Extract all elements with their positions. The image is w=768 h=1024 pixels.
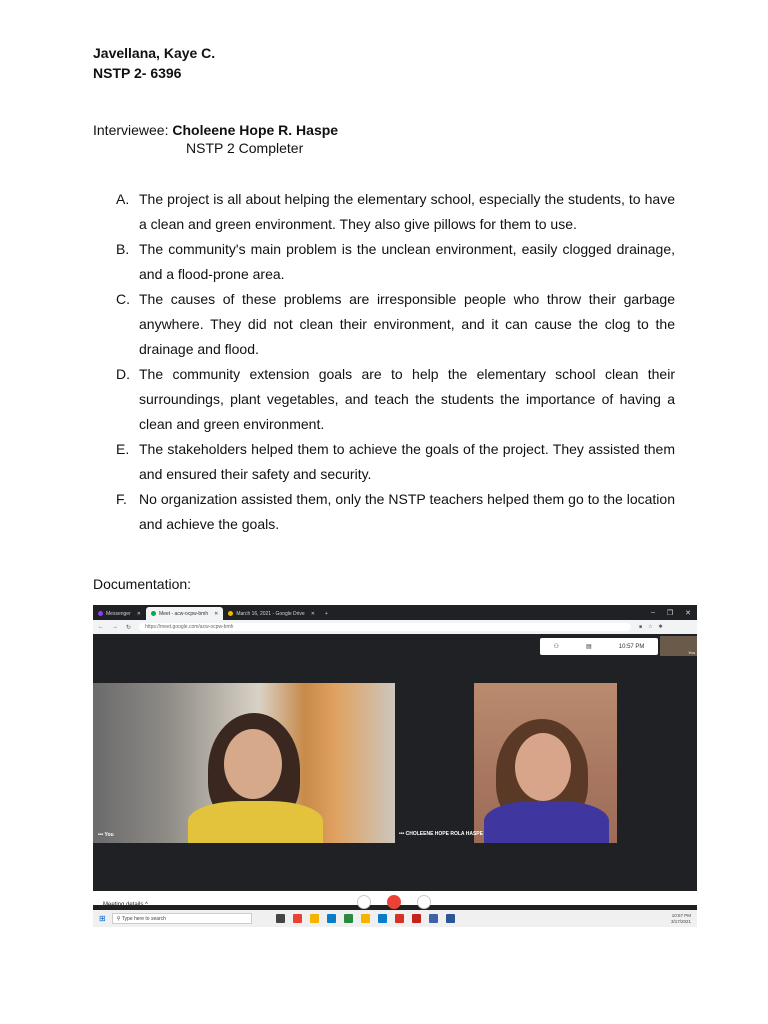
drive-icon <box>228 611 233 616</box>
interviewee-role: NSTP 2 Completer <box>186 140 304 156</box>
author-name: Javellana, Kaye C. <box>93 45 216 61</box>
windows-taskbar <box>93 910 697 927</box>
system-tray <box>671 913 691 925</box>
camera-toggle-icon <box>417 895 431 909</box>
taskbar-app-icon <box>378 914 387 923</box>
list-item: F. No organization assisted them, only the NSTP teachers helped them go to the location and achieve the goals. <box>116 491 675 532</box>
star-icon: ☆ <box>648 624 653 630</box>
back-icon: ← <box>98 623 104 630</box>
interviewee-name: Choleene Hope R. Haspe <box>172 122 339 138</box>
tile-label: ••• CHOLEENE HOPE ROLA HASPE <box>399 831 483 837</box>
tile-label: ••• You <box>98 832 114 838</box>
shirt <box>188 801 323 843</box>
taskbar-app-icon <box>344 914 353 923</box>
meeting-time: 10:57 PM <box>618 643 645 650</box>
list-item: B. The community's main problem is the unclean environment, easily clogged drainage, and a flood-prone area. <box>116 241 675 282</box>
taskbar-app-icon <box>276 914 285 923</box>
new-tab-icon: + <box>324 610 328 617</box>
close-window-icon: ✕ <box>685 609 691 617</box>
close-icon: ✕ <box>214 610 219 617</box>
taskbar-app-icon <box>310 914 319 923</box>
face <box>224 729 282 799</box>
video-tile-interviewee <box>474 683 617 843</box>
tab-messenger: Messenger ✕ <box>93 607 146 620</box>
meeting-details: Meeting details ^ <box>103 902 148 908</box>
url-field: https://meet.google.com/acw-ocpw-bmh <box>139 623 631 631</box>
taskbar-app-icon <box>361 914 370 923</box>
reload-icon: ↻ <box>126 624 132 631</box>
close-icon: ✕ <box>310 610 315 617</box>
tab-meet: Meet - acw-ocpw-bmh ✕ <box>146 607 223 620</box>
face <box>515 733 571 801</box>
taskbar-app-icon <box>412 914 421 923</box>
extension-icons <box>639 624 663 630</box>
taskbar-app-icon <box>395 914 404 923</box>
camera-icon: ■ <box>639 624 643 630</box>
interviewee-label: Interviewee: <box>93 122 169 138</box>
search-icon: ⚲ <box>116 915 121 922</box>
messenger-icon <box>98 611 103 616</box>
chat-icon: ▤ <box>586 644 592 650</box>
people-icon: ⚇ <box>553 644 559 650</box>
taskbar-search: ⚲ Type here to search <box>112 913 252 924</box>
self-thumbnail: You <box>660 636 697 656</box>
answer-list <box>116 187 675 537</box>
tab-drive: March 16, 2021 - Google Drive ✕ <box>223 607 320 620</box>
meet-stage <box>93 634 697 905</box>
forward-icon: → <box>112 623 118 630</box>
taskbar-apps <box>276 914 455 923</box>
tray-time: 10:57 PM <box>671 912 691 918</box>
list-item: C. The causes of these problems are irresponsible people who throw their garbage anywhere. They did not clean their environment, and it can cause the clog to the drainage and flood. <box>116 291 675 357</box>
taskbar-app-icon <box>327 914 336 923</box>
course-code: NSTP 2- 6396 <box>93 65 182 81</box>
tray-date: 3/17/2021 <box>670 918 691 924</box>
nav-buttons <box>98 624 131 631</box>
list-item: D. The community extension goals are to help the elementary school clean their surroundings, plant vegetables, and teach the students the importance of having a clean and green environment. <box>116 366 675 432</box>
close-icon: ✕ <box>136 610 141 617</box>
taskbar-app-icon <box>446 914 455 923</box>
taskbar-app-icon <box>429 914 438 923</box>
mic-icon <box>357 895 371 909</box>
list-item: A. The project is all about helping the elementary school, especially the students, to have a clean and green environment. They also give pillows for them to use. <box>116 191 675 232</box>
meet-icon <box>151 611 156 616</box>
time-card <box>540 638 658 655</box>
minimize-icon: – <box>650 608 655 616</box>
interviewee-block <box>93 121 338 157</box>
browser-tab-bar <box>93 605 697 620</box>
meeting-screenshot <box>93 605 697 927</box>
hangup-icon <box>387 895 401 909</box>
shirt <box>484 801 609 843</box>
taskbar-app-icon <box>293 914 302 923</box>
maximize-icon: ❐ <box>666 609 674 617</box>
windows-start-icon: ⊞ <box>99 914 106 923</box>
puzzle-icon: ✱ <box>658 624 663 630</box>
document-header <box>93 43 215 83</box>
documentation-label: Documentation: <box>93 576 192 592</box>
window-controls <box>651 609 697 617</box>
list-item: E. The stakeholders helped them to achieve the goals of the project. They assisted them and ensured their safety and security. <box>116 441 675 482</box>
video-tile-self <box>93 683 395 843</box>
address-bar <box>93 620 697 634</box>
